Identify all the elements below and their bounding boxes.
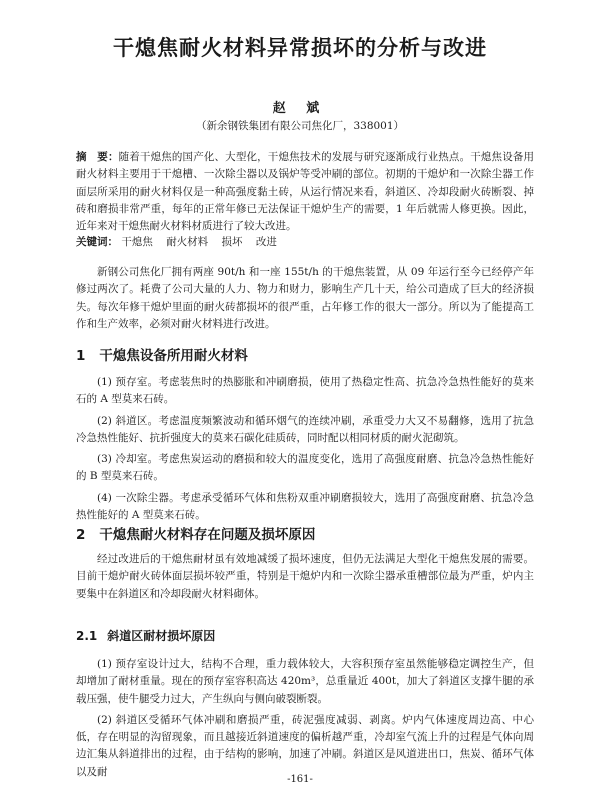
keywords	[76, 234, 534, 251]
intro-paragraph: 新钢公司焦化厂拥有两座 90t/h 和一座 155t/h 的干熄焦装置，从 09 年运行至今已经停产年修过两次了。耗费了公司大量的人力、物力和财力，影响生产几十天，给公司造成了巨大的经济损失。每次年修干熄炉里面的耐火砖都损坏的很严重，占年修工作的很大一部分。所以为了能提高工作和生产效率，必须对耐火材料进行改进。	[76, 266, 534, 330]
section-1-list	[76, 374, 534, 528]
section-1-number: 1	[76, 348, 86, 364]
list-item: (2) 斜道区。考虑温度频繁波动和循环烟气的连续冲刷，承重受力大又不易翻修，选用了抗急冷急热性能好、抗折强度大的莫来石碳化硅质砖，同时配以相同材质的耐火泥砌筑。	[76, 414, 534, 444]
section-2-paragraph: 经过改进后的干熄焦耐材虽有效地减缓了损坏速度，但仍无法满足大型化干熄焦发展的需要。目前干熄炉耐火砖体面层损坏较严重，特别是干熄炉内和一次除尘器承重槽部位最为严重，炉内主要集中在斜道区和冷却段耐火材料砌体。	[76, 553, 534, 600]
abstract	[76, 149, 534, 235]
section-1-title: 干熄焦设备所用耐火材料	[99, 348, 248, 364]
section-2-number: 2	[76, 527, 86, 543]
section-2-title: 干熄焦耐火材料存在问题及损坏原因	[99, 527, 316, 543]
section-2-1-list	[76, 656, 534, 785]
list-item: (4) 一次除尘器。考虑承受循环气体和焦粉双重冲刷磨损较大，选用了高强度耐磨、抗急冷急热性能好的 A 型莫来石砖。	[76, 491, 534, 522]
section-2-heading	[76, 523, 315, 543]
page-number: -161-	[287, 774, 313, 785]
section-2-1-number: 2.1	[76, 629, 98, 643]
author-name: 赵 斌	[272, 101, 328, 116]
list-item: (3) 冷却室。考虑焦炭运动的磨损和较大的温度变化，选用了高强度耐磨、抗急冷急热性能好的 B 型莫来石砖。	[76, 453, 534, 483]
keyword-item: 耐火材料	[166, 236, 209, 248]
section-1-heading	[76, 344, 248, 364]
keywords-label: 关键词：	[76, 236, 118, 248]
list-item: (2) 斜道区受循环气体冲刷和磨损严重，砖泥强度减弱、剥离。炉内气体速度周边高、中心低，存在明显的沟留现象，而且越接近斜道速度的偏析越严重，冷却室气流上升的过程是气体向周边汇集从斜道排出的过程，由于结构的影响，加速了冲刷。斜道区是风道进出口，焦炭、循环气体以及耐	[76, 713, 534, 778]
keyword-item: 损坏	[221, 236, 243, 248]
abstract-text: 随着干熄焦的国产化、大型化，干熄焦技术的发展与研究逐渐成行业热点。干熄焦设备用耐火材料主要用于干熄槽、一次除尘器以及锅炉等受冲刷的部位。初期的干熄炉和一次除尘器工作面层所采用的耐火材料仅是一种高强度黏土砖，从运行情况来看，斜道区、冷却段耐火砖断裂、掉砖和磨损非常严重，每年的正常年修已无法保证干熄炉生产的需要，1 年后就需人修更换。因此，近年来对干熄焦耐火材料材质进行了较大改进。	[76, 151, 535, 233]
paper-title: 干熄焦耐火材料异常损坏的分析与改进	[113, 36, 487, 60]
keyword-item: 干熄焦	[121, 236, 153, 248]
keyword-item: 改进	[255, 236, 277, 248]
author-affiliation: （新余钢铁集团有限公司焦化厂，338001）	[195, 120, 405, 132]
abstract-label: 摘 要：	[76, 151, 119, 163]
section-2-1-title: 斜道区耐材损坏原因	[107, 629, 216, 643]
list-item: (1) 预存室设计过大，结构不合理，重力载体较大，大容积预存室虽然能够稳定调控生产，但却增加了耐材重量。现在的预存室容积高达 420m³，总重量近 400t，加大了斜道区支撑牛腿的承载压强，使牛腿受力过大，产生纵向与侧向破裂断裂。	[76, 658, 534, 705]
section-2-1-heading	[76, 627, 215, 644]
list-item: (1) 预存室。考虑装焦时的热膨胀和冲刷磨损，使用了热稳定性高、抗急冷急热性能好的莫来石的 A 型莫来石砖。	[76, 376, 534, 406]
